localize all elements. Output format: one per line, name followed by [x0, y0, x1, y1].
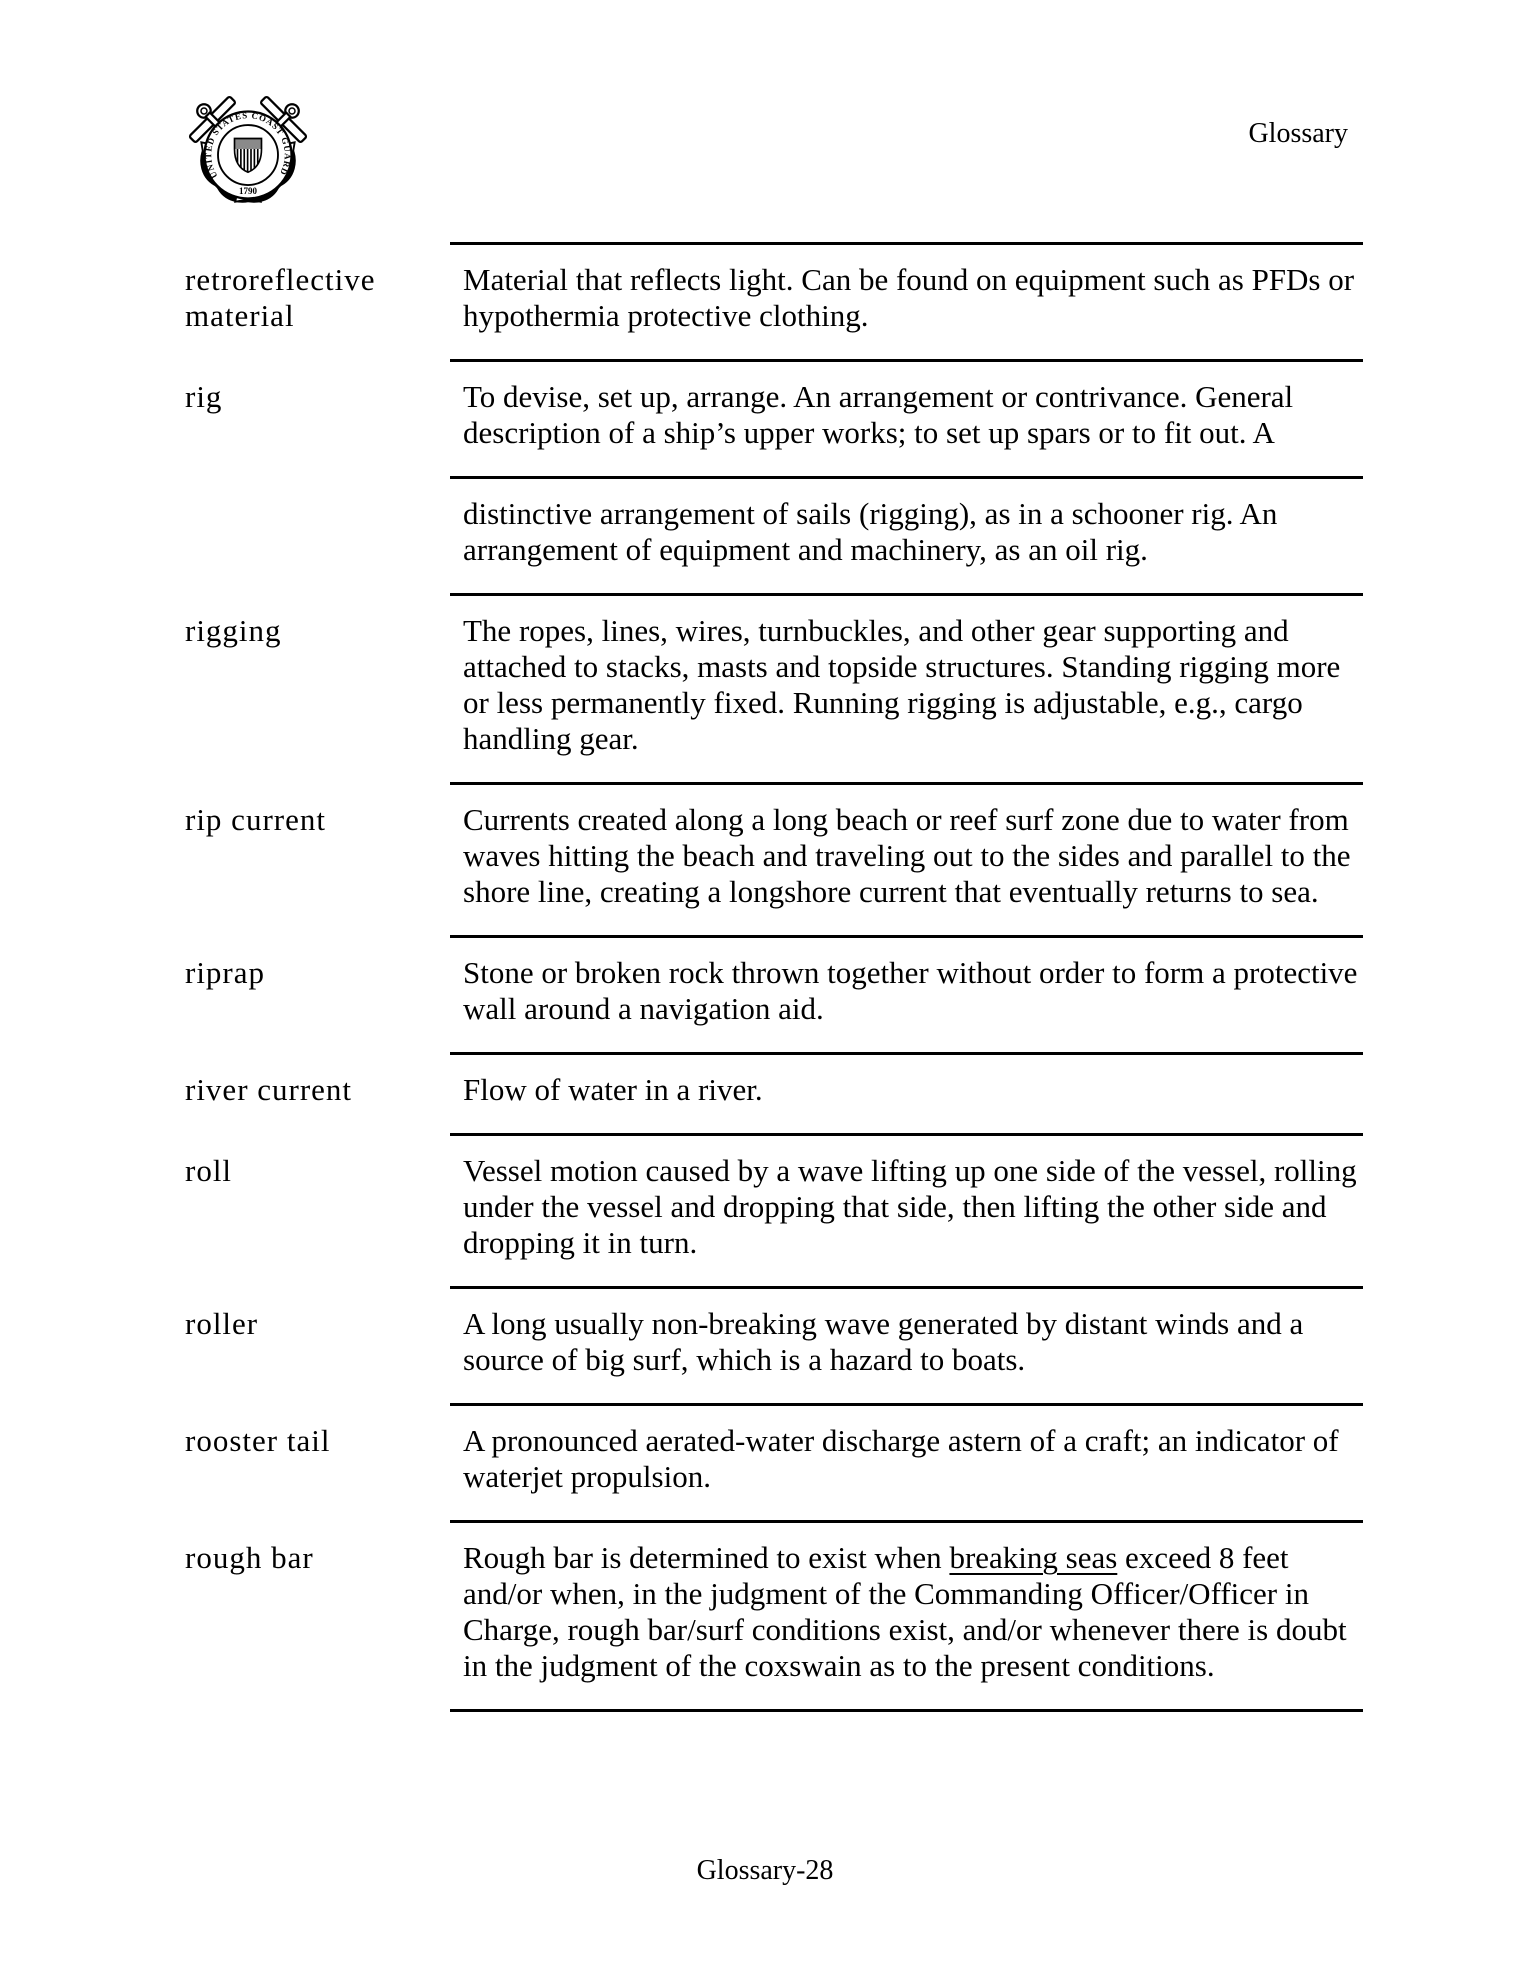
- glossary-definition: [450, 476, 1363, 593]
- glossary-term: rig: [185, 379, 223, 414]
- glossary-definition: [450, 1052, 1363, 1133]
- definition-text: A pronounced aerated-water discharge astern of a craft; an indicator of waterjet propulsion.: [463, 1423, 1339, 1494]
- glossary-entry: [185, 476, 1363, 593]
- glossary-definition: [450, 1286, 1363, 1403]
- glossary-entry: [185, 359, 1363, 476]
- glossary-term: rough bar: [185, 1540, 314, 1575]
- definition-text: To devise, set up, arrange. An arrangement or contrivance. General description of a ship’s upper works; to set up spars or to fit out. A: [463, 379, 1294, 450]
- seal-year-text: 1790: [239, 186, 257, 196]
- page-footer: Glossary-28: [696, 1855, 834, 1886]
- glossary-definition: [450, 1133, 1363, 1286]
- glossary-term: rip current: [185, 802, 326, 837]
- glossary-table: [185, 242, 1363, 1712]
- glossary-entry: [185, 1286, 1363, 1403]
- glossary-entry: [185, 1520, 1363, 1712]
- glossary-entry: [185, 1052, 1363, 1133]
- glossary-entry: [185, 1133, 1363, 1286]
- definition-text: Vessel motion caused by a wave lifting up one side of the vessel, rolling under the vessel and dropping that side, then lifting the other side and dropping it in turn.: [463, 1153, 1357, 1260]
- definition-text: Rough bar is determined to exist when: [463, 1540, 950, 1575]
- seal-ring-text: UNITED STATES COAST GUARD: [203, 110, 293, 181]
- definition-text: Stone or broken rock thrown together without order to form a protective wall around a navigation aid.: [463, 955, 1358, 1026]
- glossary-definition: [450, 1403, 1363, 1520]
- glossary-definition: [450, 242, 1363, 359]
- glossary-definition: [450, 593, 1363, 782]
- glossary-entry: [185, 1403, 1363, 1520]
- glossary-term: roll: [185, 1153, 233, 1188]
- definition-text: The ropes, lines, wires, turnbuckles, and other gear supporting and attached to stacks, masts and topside structures. Standing rigging more or less permanently fixed. Running rigging is adjustable, e.g., cargo handling gear.: [463, 613, 1341, 756]
- glossary-definition: [450, 359, 1363, 476]
- definition-text: distinctive arrangement of sails (rigging), as in a schooner rig. An arrangement of equipment and machinery, as an oil rig.: [463, 496, 1278, 567]
- uscg-seal-graphic: [173, 80, 323, 230]
- definition-text: Currents created along a long beach or reef surf zone due to water from waves hitting the beach and traveling out to the sides and parallel to the shore line, creating a longshore current that eventually returns to sea.: [463, 802, 1351, 909]
- glossary-entry: [185, 935, 1363, 1052]
- underlined-text: breaking seas: [949, 1540, 1118, 1575]
- definition-text: Flow of water in a river.: [463, 1072, 763, 1107]
- glossary-term: rooster tail: [185, 1423, 331, 1458]
- definition-text: Material that reflects light. Can be found on equipment such as PFDs or hypothermia protective clothing.: [463, 262, 1355, 333]
- glossary-definition: [450, 935, 1363, 1052]
- glossary-definition: [450, 782, 1363, 935]
- glossary-entry: [185, 782, 1363, 935]
- glossary-term: rigging: [185, 613, 282, 648]
- glossary-term: river current: [185, 1072, 353, 1107]
- glossary-definition: [450, 1520, 1363, 1712]
- glossary-term: retroreflective material: [185, 262, 376, 333]
- definition-text: exceed 8 feet and/or when, in the judgment of the Commanding Officer/Officer in Charge, rough bar/surf conditions exist, and/or whenever there is doubt in the judgment of the coxswain as to the present conditions.: [463, 1540, 1347, 1683]
- glossary-term: [185, 476, 450, 593]
- glossary-term: riprap: [185, 955, 266, 990]
- glossary-entry: [185, 242, 1363, 359]
- definition-text: A long usually non-breaking wave generated by distant winds and a source of big surf, which is a hazard to boats.: [463, 1306, 1304, 1377]
- uscg-seal-logo: [173, 80, 323, 230]
- glossary-entry: [185, 593, 1363, 782]
- running-header: Glossary: [1248, 118, 1348, 149]
- glossary-term: roller: [185, 1306, 259, 1341]
